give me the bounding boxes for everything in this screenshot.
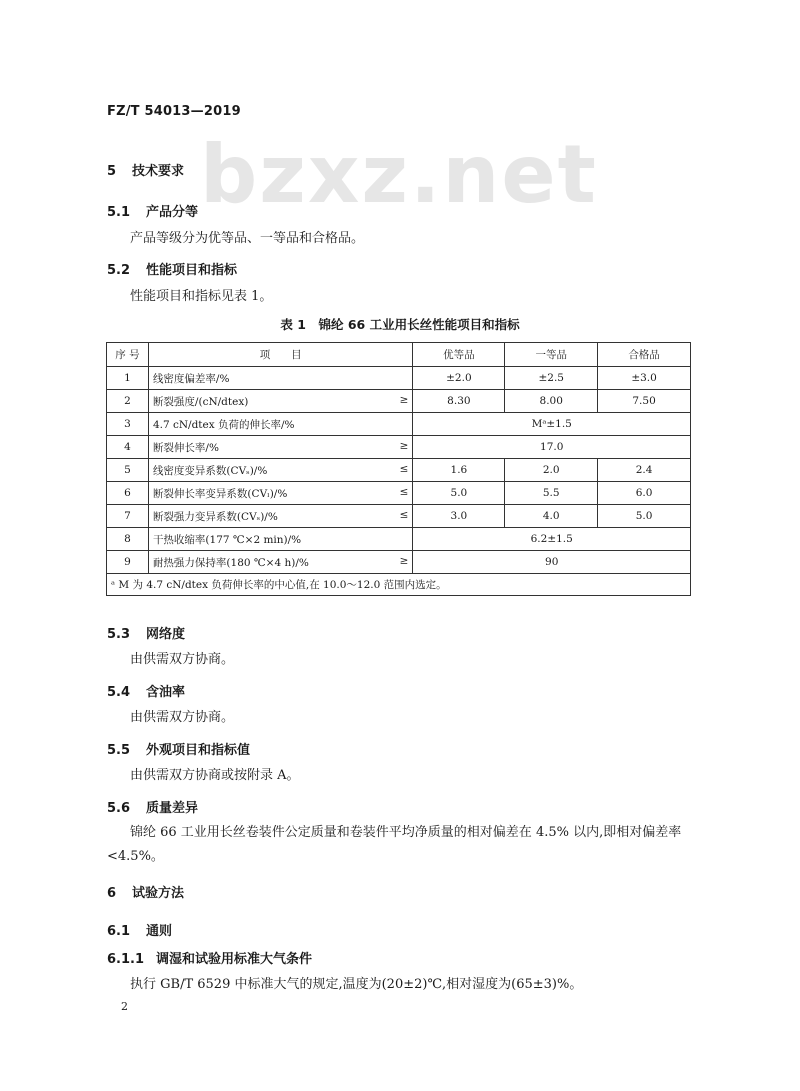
row-item (148, 413, 413, 436)
value-first: 4.0 (505, 505, 598, 528)
row-number: 6 (107, 482, 149, 505)
value-qualified: ±3.0 (598, 367, 691, 390)
section-number: 5.2 (107, 263, 131, 278)
row-number: 2 (107, 390, 149, 413)
value-first: 5.5 (505, 482, 598, 505)
item-label: 耐热强力保持率(180 ℃×4 h)/% (152, 556, 309, 569)
column-header: 优等品 (413, 343, 505, 367)
section-title: 外观项目和指标值 (146, 743, 251, 758)
section-5-5-heading (107, 739, 250, 758)
item-symbol: ≤ (399, 462, 409, 475)
section-title: 产品分等 (146, 205, 199, 220)
row-number: 7 (107, 505, 149, 528)
section-number: 5.1 (107, 205, 131, 220)
section-5-1-heading (107, 201, 198, 220)
value-premium: 1.6 (413, 459, 505, 482)
section-6-1-heading (107, 920, 172, 939)
section-5-2-heading (107, 259, 237, 278)
page-number: 2 (121, 1000, 128, 1013)
item-label: 干热收缩率(177 ℃×2 min)/% (152, 533, 302, 546)
table-header-row (107, 343, 691, 367)
row-item (148, 459, 413, 482)
section-title: 通则 (146, 924, 173, 939)
value-premium: 8.30 (413, 390, 505, 413)
section-title: 技术要求 (132, 164, 185, 179)
row-item (148, 482, 413, 505)
section-5-3-heading (107, 623, 185, 642)
value-merged: 17.0 (413, 436, 691, 459)
section-5-1-text: 产品等级分为优等品、一等品和合格品。 (130, 231, 365, 246)
value-merged: 6.2±1.5 (413, 528, 691, 551)
item-label: 线密度偏差率/% (152, 372, 230, 385)
table-row (107, 528, 691, 551)
value-premium: 3.0 (413, 505, 505, 528)
table-note-row (107, 574, 691, 596)
row-item (148, 528, 413, 551)
section-5-3-text: 由供需双方协商。 (130, 652, 235, 667)
section-title: 网络度 (146, 627, 186, 642)
row-number: 5 (107, 459, 149, 482)
section-number: 5.6 (107, 801, 131, 816)
value-merged: 90 (413, 551, 691, 574)
table-row (107, 367, 691, 390)
row-number: 8 (107, 528, 149, 551)
document-code: FZ/T 54013—2019 (107, 104, 241, 119)
column-header: 合格品 (598, 343, 691, 367)
section-5-5-text: 由供需双方协商或按附录 A。 (130, 768, 300, 783)
item-symbol: ≤ (399, 508, 409, 521)
section-title: 调湿和试验用标准大气条件 (156, 952, 313, 967)
value-qualified: 6.0 (598, 482, 691, 505)
section-5-6-heading (107, 797, 198, 816)
section-5-4-heading (107, 681, 185, 700)
table-caption: 表 1 锦纶 66 工业用长丝性能项目和指标 (280, 317, 520, 332)
section-title: 含油率 (146, 685, 186, 700)
value-first: 8.00 (505, 390, 598, 413)
section-number: 5.3 (107, 627, 131, 642)
section-6-1-1-heading (107, 948, 312, 967)
value-first: ±2.5 (505, 367, 598, 390)
section-title: 试验方法 (132, 886, 185, 901)
value-qualified: 2.4 (598, 459, 691, 482)
item-label: 线密度变异系数(CVₛ)/% (152, 464, 268, 477)
row-number: 4 (107, 436, 149, 459)
section-6-heading (107, 882, 184, 901)
section-title: 质量差异 (146, 801, 199, 816)
row-item (148, 505, 413, 528)
section-5-6-text-line1: 锦纶 66 工业用长丝卷装件公定质量和卷装件平均净质量的相对偏差在 4.5% 以内,即相对偏差率 (130, 825, 682, 840)
item-symbol: ≥ (399, 554, 409, 567)
section-number: 6.1.1 (107, 952, 145, 967)
section-number: 5 (107, 164, 117, 179)
item-symbol: ≥ (399, 393, 409, 406)
row-item (148, 390, 413, 413)
value-first: 2.0 (505, 459, 598, 482)
value-qualified: 5.0 (598, 505, 691, 528)
performance-table (106, 342, 691, 596)
row-number: 3 (107, 413, 149, 436)
column-header: 项 目 (148, 343, 413, 367)
row-number: 9 (107, 551, 149, 574)
item-label: 断裂伸长率/% (152, 441, 219, 454)
table-row (107, 482, 691, 505)
row-number: 1 (107, 367, 149, 390)
column-header: 一等品 (505, 343, 598, 367)
item-label: 4.7 cN/dtex 负荷的伸长率/% (152, 418, 295, 431)
section-title: 性能项目和指标 (146, 263, 238, 278)
row-item (148, 367, 413, 390)
row-item (148, 436, 413, 459)
row-item (148, 551, 413, 574)
table-footnote: ᵃ M 为 4.7 cN/dtex 负荷伸长率的中心值,在 10.0～12.0 范围内选定。 (107, 574, 691, 596)
item-label: 断裂强度/(cN/dtex) (152, 395, 249, 408)
section-5-4-text: 由供需双方协商。 (130, 710, 235, 725)
item-label: 断裂伸长率变异系数(CVₗ)/% (152, 487, 288, 500)
table-row (107, 413, 691, 436)
table-row (107, 390, 691, 413)
section-5-6-text-line2: <4.5%。 (107, 849, 164, 864)
watermark: bzxz.net (200, 128, 598, 221)
value-merged: Mᵃ±1.5 (413, 413, 691, 436)
section-number: 6 (107, 886, 117, 901)
section-number: 5.5 (107, 743, 131, 758)
item-label: 断裂强力变异系数(CVₛ)/% (152, 510, 278, 523)
table-row (107, 551, 691, 574)
item-symbol: ≥ (399, 439, 409, 452)
table-row (107, 505, 691, 528)
value-premium: ±2.0 (413, 367, 505, 390)
section-number: 5.4 (107, 685, 131, 700)
value-qualified: 7.50 (598, 390, 691, 413)
section-5-heading (107, 160, 184, 179)
table-row (107, 436, 691, 459)
value-premium: 5.0 (413, 482, 505, 505)
section-6-1-1-text: 执行 GB/T 6529 中标准大气的规定,温度为(20±2)℃,相对湿度为(65±3)%。 (130, 977, 583, 992)
section-5-2-text: 性能项目和指标见表 1。 (130, 289, 273, 304)
section-number: 6.1 (107, 924, 131, 939)
item-symbol: ≤ (399, 485, 409, 498)
column-header: 序 号 (107, 343, 149, 367)
table-row (107, 459, 691, 482)
